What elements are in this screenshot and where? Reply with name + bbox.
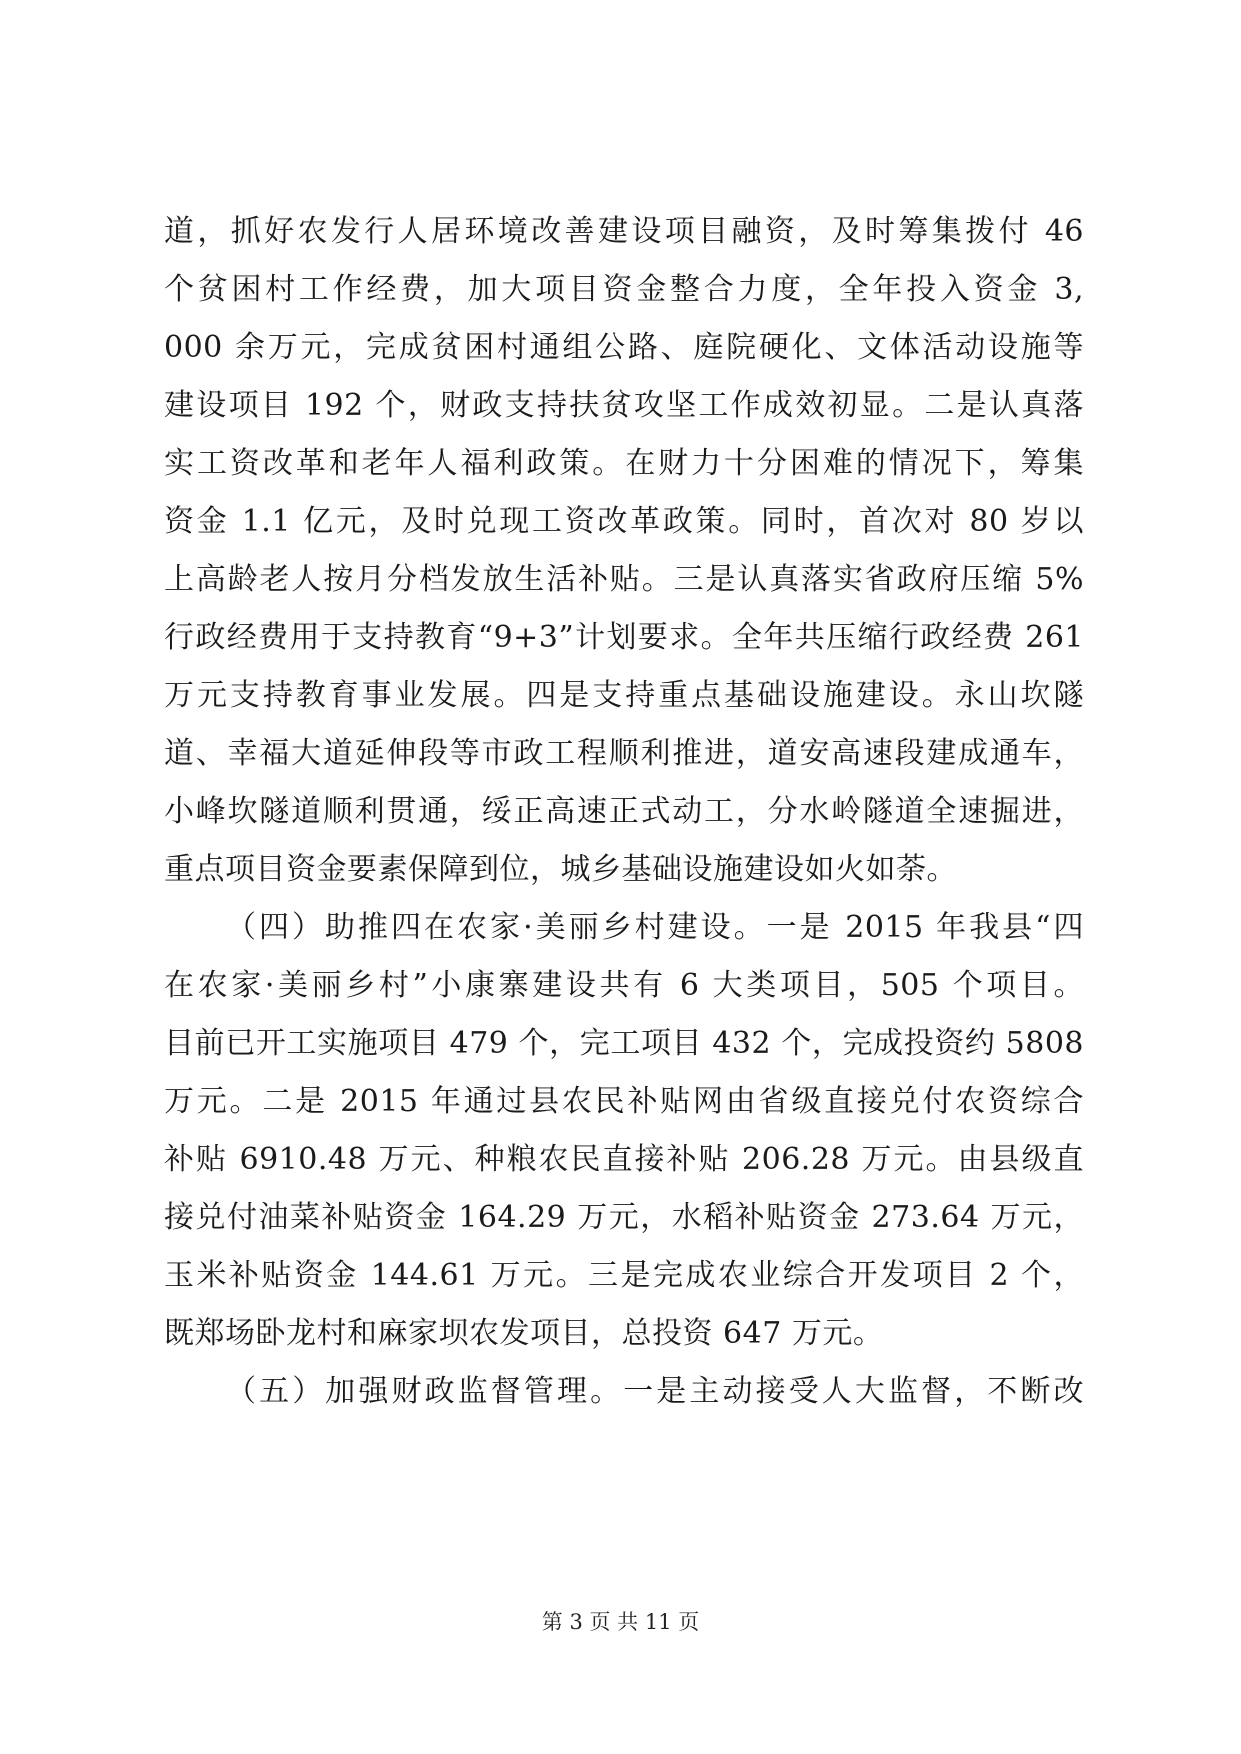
text-line: 建设项目 192 个，财政支持扶贫攻坚工作成效初显。二是认真落	[164, 388, 1084, 423]
text-line: 万元支持教育事业发展。四是支持重点基础设施建设。永山坎隧	[164, 678, 1084, 713]
section-heading-line: （四）助推四在农家·美丽乡村建设。一是 2015 年我县“四	[226, 910, 1084, 945]
section-heading-line: （五）加强财政监督管理。一是主动接受人大监督，不断改	[226, 1374, 1084, 1409]
text-line: 上高龄老人按月分档发放生活补贴。三是认真落实省政府压缩 5%	[164, 562, 1084, 597]
text-line: 实工资改革和老年人福利政策。在财力十分困难的情况下，筹集	[164, 446, 1084, 481]
text-line: 资金 1.1 亿元，及时兑现工资改革政策。同时，首次对 80 岁以	[164, 504, 1084, 539]
text-line: 接兑付油菜补贴资金 164.29 万元，水稻补贴资金 273.64 万元，	[164, 1200, 1084, 1235]
text-line: 玉米补贴资金 144.61 万元。三是完成农业综合开发项目 2 个，	[164, 1258, 1084, 1293]
text-line: 补贴 6910.48 万元、种粮农民直接补贴 206.28 万元。由县级直	[164, 1142, 1084, 1177]
paragraph-end-line: 既郑场卧龙村和麻家坝农发项目，总投资 647 万元。	[164, 1316, 884, 1351]
text-line: 道、幸福大道延伸段等市政工程顺利推进，道安高速段建成通车，	[164, 736, 1084, 771]
text-line: 小峰坎隧道顺利贯通，绥正高速正式动工，分水岭隧道全速掘进，	[164, 794, 1084, 829]
text-line: 道，抓好农发行人居环境改善建设项目融资，及时筹集拨付 46	[164, 214, 1084, 249]
paragraph-end-line: 重点项目资金要素保障到位，城乡基础设施建设如火如荼。	[164, 852, 957, 887]
text-line: 个贫困村工作经费，加大项目资金整合力度，全年投入资金 3,	[164, 272, 1084, 307]
text-line: 行政经费用于支持教育“9+3”计划要求。全年共压缩行政经费 261	[164, 620, 1084, 655]
text-line: 在农家·美丽乡村”小康寨建设共有 6 大类项目，505 个项目。	[164, 968, 1084, 1003]
text-line: 000 余万元，完成贫困村通组公路、庭院硬化、文体活动设施等	[164, 330, 1084, 365]
text-line: 万元。二是 2015 年通过县农民补贴网由省级直接兑付农资综合	[164, 1084, 1084, 1119]
page-number-footer: 第 3 页 共 11 页	[541, 1610, 700, 1634]
text-line: 目前已开工实施项目 479 个，完工项目 432 个，完成投资约 5808	[164, 1026, 1084, 1061]
